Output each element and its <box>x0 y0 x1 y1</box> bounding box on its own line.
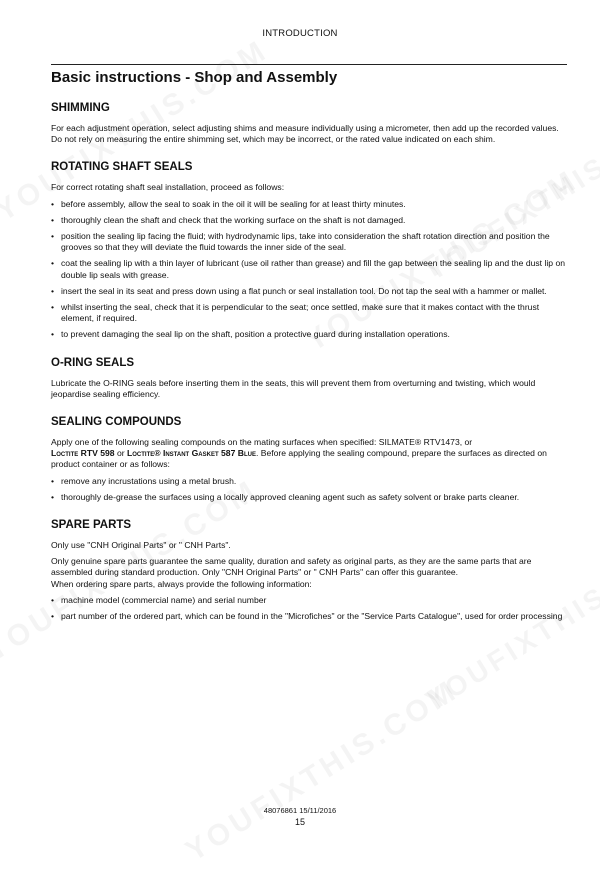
section-heading-shimming: SHIMMING <box>51 102 110 114</box>
shimming-paragraph: For each adjustment operation, select adjusting shims and measure individually using a micrometer, then add up the recorded values. Do not rely on measuring the entire shimming set, which may be incorrect, or the rated value indicated on each shim. <box>51 123 559 145</box>
running-header: INTRODUCTION <box>262 28 338 39</box>
product-name: Loctite® Instant Gasket 587 Blue <box>126 448 256 459</box>
list-item: • insert the seal in its seat and press down using a flat punch or seal installation tool. Do not tap the seal with a hammer or mallet. <box>51 286 567 297</box>
page-content <box>51 64 567 627</box>
page-title: Basic instructions - Shop and Assembly <box>51 64 567 86</box>
section-heading-o-ring-seals: O-RING SEALS <box>51 356 135 369</box>
section-heading-rotating-shaft-seals: ROTATING SHAFT SEALS <box>51 161 193 174</box>
list-item: • part number of the ordered part, which can be found in the "Microfiches" or the "Service Parts Catalogue", used for order processing <box>51 611 567 622</box>
sealing-compounds-list <box>51 476 567 503</box>
sealing-compounds-paragraph <box>51 437 567 471</box>
spare-parts-paragraph: Only genuine spare parts guarantee the same quality, duration and safety as original parts, as they are the same parts that are assembled during standard production. Only "CNH Original Parts" or " CNH Parts" can offer this guarantee. <box>51 556 532 578</box>
list-item: • coat the sealing lip with a thin layer of lubricant (use oil rather than grease) and fill the gap between the sealing lip and the dust lip on double lip seals with grease. <box>51 258 567 280</box>
document-code: 48076861 15/11/2016 <box>263 806 337 815</box>
list-item: • position the sealing lip facing the fluid; with hydrodynamic lips, take into consideration the shaft rotation direction and position the grooves so that they will deviate the fluid towards the inner side of the seal. <box>51 231 567 253</box>
section-heading-sealing-compounds: SEALING COMPOUNDS <box>51 416 182 429</box>
o-ring-seals-paragraph: Lubricate the O-RING seals before inserting them in the seats, this will prevent them from overturning and twisting, which would jeopardise sealing efficiency. <box>51 377 536 399</box>
list-item: • thoroughly de-grease the surfaces using a locally approved cleaning agent such as safety solvent or brake parts cleaner. <box>51 492 567 503</box>
list-item: • thoroughly clean the shaft and check that the working surface on the shaft is not damaged. <box>51 215 567 226</box>
section-heading-spare-parts: SPARE PARTS <box>51 519 132 532</box>
spare-parts-list <box>51 595 567 622</box>
spare-parts-paragraph: Only use "CNH Original Parts" or " CNH Parts". <box>51 540 231 551</box>
rotating-shaft-seals-list <box>51 199 567 341</box>
list-item: • machine model (commercial name) and serial number <box>51 595 567 606</box>
list-item: • to prevent damaging the seal lip on the shaft, position a protective guard during installation operations. <box>51 329 567 340</box>
or-word: or <box>114 448 127 459</box>
list-item: • whilst inserting the seal, check that it is perpendicular to the seat; once settled, make sure that it makes contact with the thrust element, if required. <box>51 302 567 324</box>
sealing-compounds-text-a: Apply one of the following sealing compounds on the mating surfaces when specified: SILMATE® RTV1473, or <box>51 437 473 448</box>
list-item: • remove any incrustations using a metal brush. <box>51 476 567 487</box>
product-name: Loctite RTV 598 <box>51 448 115 459</box>
watermark <box>180 673 465 868</box>
page-number: 15 <box>294 817 305 827</box>
spare-parts-paragraph: When ordering spare parts, always provide the following information: <box>51 578 312 589</box>
rotating-shaft-seals-intro: For correct rotating shaft seal installation, proceed as follows: <box>51 182 285 193</box>
sealing-compounds-text-b: . Before applying the sealing compound, prepare the surfaces as directed on product container or as follows: <box>51 448 547 470</box>
list-item: • before assembly, allow the seal to soak in the oil it will be sealing for at least thirty minutes. <box>51 199 567 210</box>
